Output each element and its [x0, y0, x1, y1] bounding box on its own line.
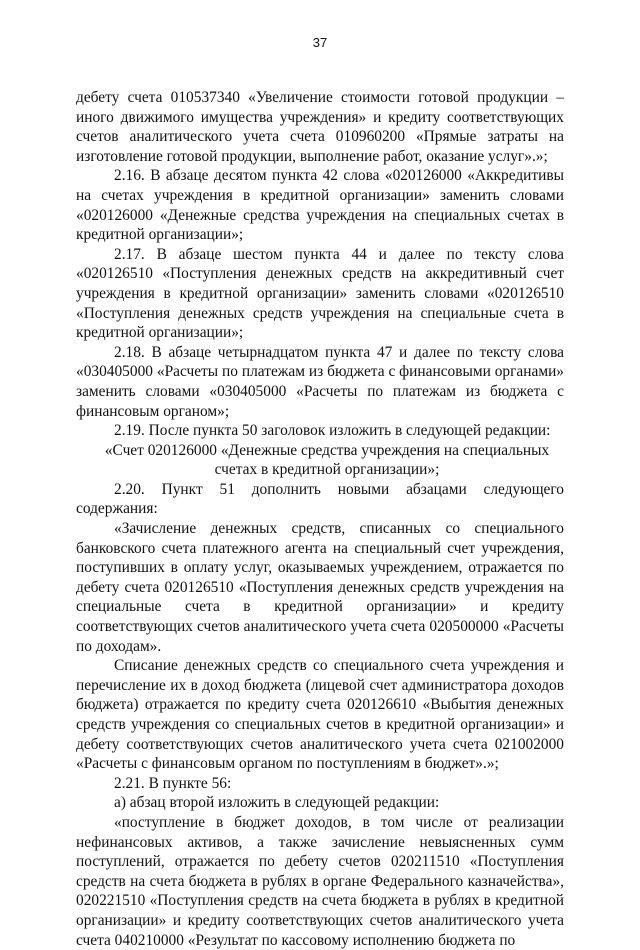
paragraph: а) абзац второй изложить в следующей редакции: [114, 794, 440, 812]
paragraph: 2.17. В абзаце шестом пункта 44 и далее по тексту слова «020126510 «Поступления денежных средств на аккредитивный счет учреждения в кредитной организации» заменить словами «020126510 «Поступления денежных средств учреждения на специальные счета в кредитной организации»; [76, 245, 564, 342]
paragraph: «поступление в бюджет доходов, в том числе от реализации нефинансовых активов, а также зачисление невыясненных сумм поступлений, отражается по дебету счетов 020211510 «Поступления средств на счета бюджета в рублях в органе Федерального казначейства», 020221510 «Поступления средств на счета бюджета в рублях в кредитной организации» и кредиту соответствующих счетов аналитического учета счета 040210000 «Результат по кассовому исполнению бюджета по [76, 813, 564, 949]
paragraph: 2.19. После пункта 50 заголовок изложить в следующей редакции: [114, 422, 551, 440]
paragraph: дебету счета 010537340 «Увеличение стоимости готовой продукции – иного движимого имущества учреждения» и кредиту соответствующих счетов аналитического учета счета 010960200 «Прямые затраты на изготовление готовой продукции, выполнение работ, оказание услуг».»; [76, 89, 564, 165]
paragraph: 2.18. В абзаце четырнадцатом пункта 47 и далее по тексту слова «030405000 «Расчеты по платежам из бюджета с финансовыми органами» заменить словами «030405000 «Расчеты по платежам из бюджета с финансовым органом»; [76, 343, 564, 420]
section-heading-quote: «Счет 020126000 «Денежные средства учреждения на специальных счетах в кредитной организации»; [104, 441, 550, 479]
paragraph: 2.21. В пункте 56: [114, 774, 232, 792]
paragraph: Списание денежных средств со специального счета учреждения и перечисление их в доход бюджета (лицевой счет администратора доходов бюджета) отражается по кредиту счета 020126610 «Выбытия денежных средств учреждения со специальных счетов в кредитной организации» и дебету соответствующих счетов аналитического учета счета 021002000 «Расчеты с финансовым органом по поступлениям в бюджет».»; [76, 657, 564, 773]
page-number: 37 [312, 35, 328, 50]
document-body [76, 88, 564, 950]
paragraph: «Зачисление денежных средств, списанных со специального банковского счета платежного агента на специальный счет учреждения, поступивших в оплату услуг, оказываемых учреждением, отражается по дебету счета 020126510 «Поступления денежных средств учреждения на специальные счета в кредитной организации» и кредиту соответствующих счетов аналитического учета счета 020500000 «Расчеты по доходам». [76, 520, 564, 655]
paragraph: 2.16. В абзаце десятом пункта 42 слова «020126000 «Аккредитивы на счетах учреждения в кредитной организации» заменить словами «020126000 «Денежные средства учреждения на специальных счетах в кредитной организации»; [76, 167, 564, 244]
paragraph: 2.20. Пункт 51 дополнить новыми абзацами следующего содержания: [76, 480, 564, 518]
